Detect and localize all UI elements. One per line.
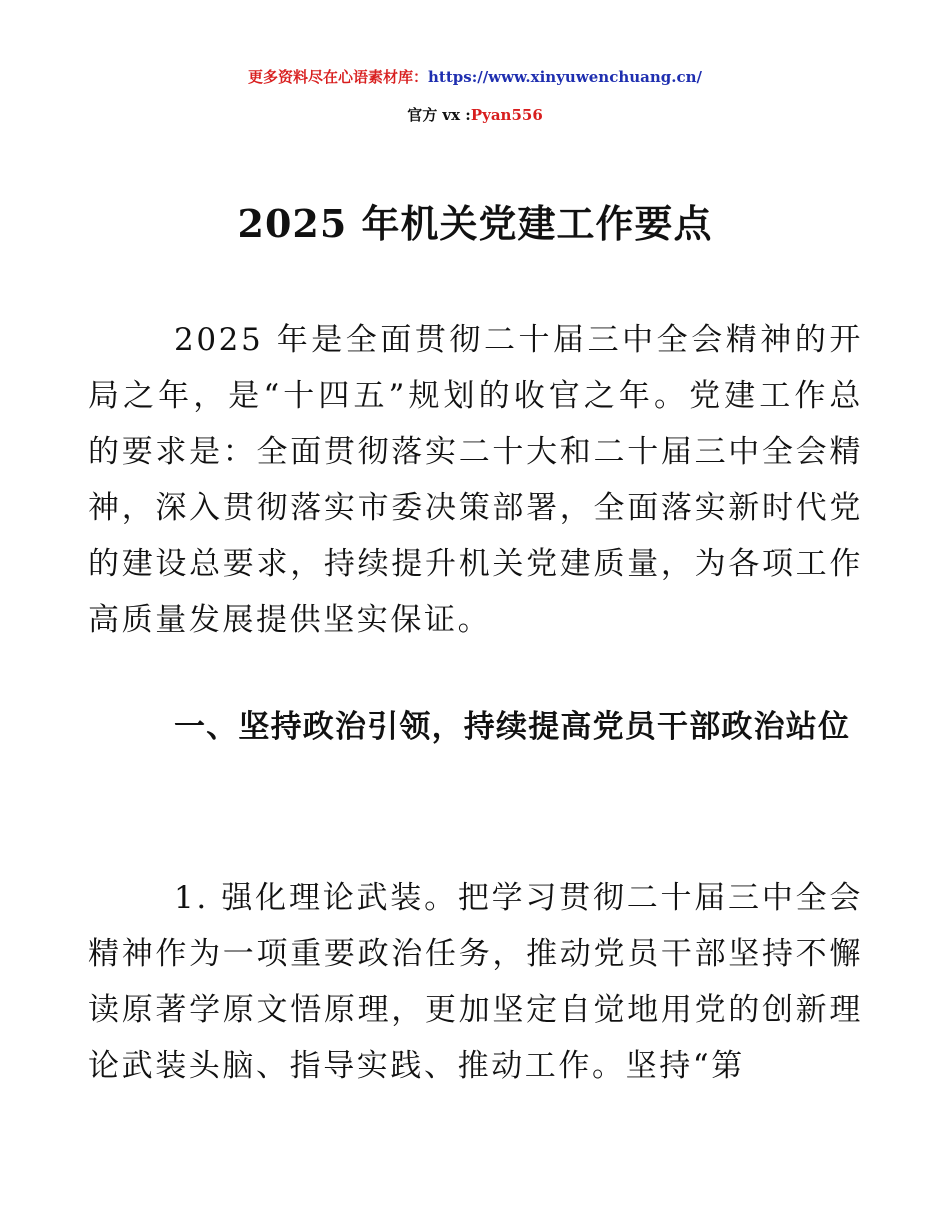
watermark-url-link[interactable]: https://www.xinyuwenchuang.cn/ bbox=[428, 68, 702, 86]
watermark-label: 更多资料尽在心语素材库： bbox=[248, 68, 429, 86]
contact-label: 官方 vx : bbox=[407, 106, 471, 124]
watermark-banner bbox=[0, 66, 950, 88]
contact-id: Pyan556 bbox=[470, 106, 543, 124]
document-title: 2025 年机关党建工作要点 bbox=[237, 201, 713, 246]
intro-paragraph: 2025 年是全面贯彻二十届三中全会精神的开局之年，是“十四五”规划的收官之年。党建工作总的要求是：全面贯彻落实二十大和二十届三中全会精神，深入贯彻落实市委决策部署，全面落实新时代党的建设总要求，持续提升机关党建质量，为各项工作高质量发展提供坚实保证。 bbox=[88, 322, 863, 638]
section-1-item-1-paragraph: 1. 强化理论武装。把学习贯彻二十届三中全会精神作为一项重要政治任务，推动党员干部坚持不懈读原著学原文悟原理，更加坚定自觉地用党的创新理论武装头脑、指导实践、推动工作。坚持“第 bbox=[88, 880, 863, 1084]
section-heading-1: 一、坚持政治引领，持续提高党员干部政治站位 bbox=[174, 709, 851, 745]
contact-line bbox=[0, 104, 950, 126]
